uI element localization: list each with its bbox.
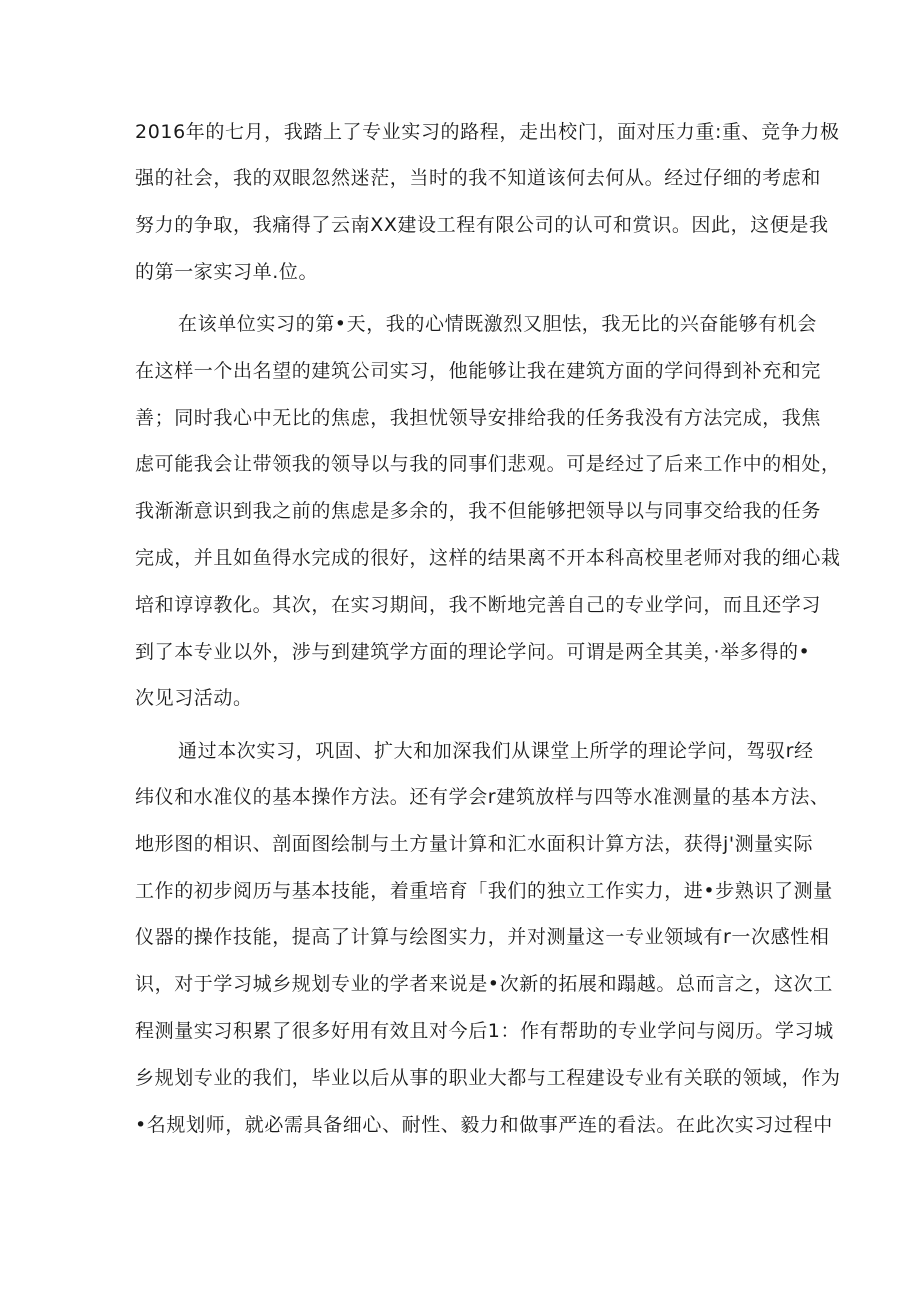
paragraph-1-line-4: 的第一家实习单.位。: [135, 261, 319, 283]
paragraph-3-line-2: 纬仪和水准仪的基本操作方法。还有学会r建筑放样与四等水准测量的基本方法、: [135, 786, 830, 808]
paragraph-3-line-1: 通过本次实习，巩固、扩大和加深我们从课堂上所学的理论学问，驾驭r经: [178, 740, 814, 762]
paragraph-1-line-3: 努力的争取，我痛得了云南XX建设工程有限公司的认可和赏识。因此，这便是我: [135, 214, 829, 236]
paragraph-3-line-3: 地形图的相识、剖面图绘制与土方量计算和汇水面积计算方法，获得j'测量实际: [135, 833, 814, 855]
paragraph-3-line-9: •名规划师，就必需具备细心、耐性、毅力和做事严连的看法。在此次实习过程中: [135, 1114, 833, 1136]
paragraph-2-line-1: 在该单位实习的第•天，我的心情既激烈又胆怯，我无比的兴奋能够有机会: [178, 313, 818, 335]
paragraph-1-line-1: 2016年的七月，我踏上了专业实习的路程，走出校门，面对压力重:重、竞争力极: [135, 121, 840, 143]
paragraph-3-line-6: 识，对于学习城乡规划专业的学者来说是•次新的拓展和蹋越。总而言之，这次工: [135, 973, 833, 995]
paragraph-2-line-6: 完成，并且如鱼得水完成的很好，这样的结果离不开本科高校里老师对我的细心栽: [135, 547, 841, 569]
paragraph-2-line-2: 在这样一个出名望的建筑公司实习，他能够让我在建筑方面的学问得到补充和完: [135, 360, 822, 382]
paragraph-2-line-4: 虑可能我会让带领我的领导以与我的同事们悲观。可是经过了后来工作中的相处，: [135, 453, 841, 475]
paragraph-2-line-8: 到了本专业以外，涉与到建筑学方面的理论学问。可谓是两全其美，·举多得的•: [135, 641, 811, 663]
paragraph-2-line-3: 善；同时我心中无比的焦虑，我担忧领导安排给我的任务我没有方法完成，我焦: [135, 407, 822, 429]
paragraph-1-line-2: 强的社会，我的双眼忽然迷茫，当时的我不知道该何去何从。经过仔细的考虑和: [135, 167, 822, 189]
paragraph-2-line-7: 培和谆谆教化。其次，在实习期间，我不断地完善自己的专业学问，而且还学习: [135, 594, 822, 616]
paragraph-3-line-4: 工作的初步阅历与基本技能，着重培育「我们的独立工作实力，进•步熟识了测量: [135, 880, 833, 902]
paragraph-3-line-8: 乡规划专业的我们，毕业以后从事的职业大都与工程建设专业有关联的领域，作为: [135, 1067, 841, 1089]
paragraph-2-line-5: 我渐渐意识到我之前的焦虑是多余的，我不但能够把领导以与同事交给我的任务: [135, 500, 822, 522]
paragraph-3-line-5: 仪器的操作技能，提高了计算与绘图实力，并对测量这一专业领域有r一次感性相: [135, 926, 830, 948]
paragraph-3-line-7: 程测量实习积累了很多好用有效且对今后1：作有帮助的专业学问与阅历。学习城: [135, 1020, 834, 1042]
paragraph-2-line-9: 次见习活动。: [135, 687, 253, 709]
